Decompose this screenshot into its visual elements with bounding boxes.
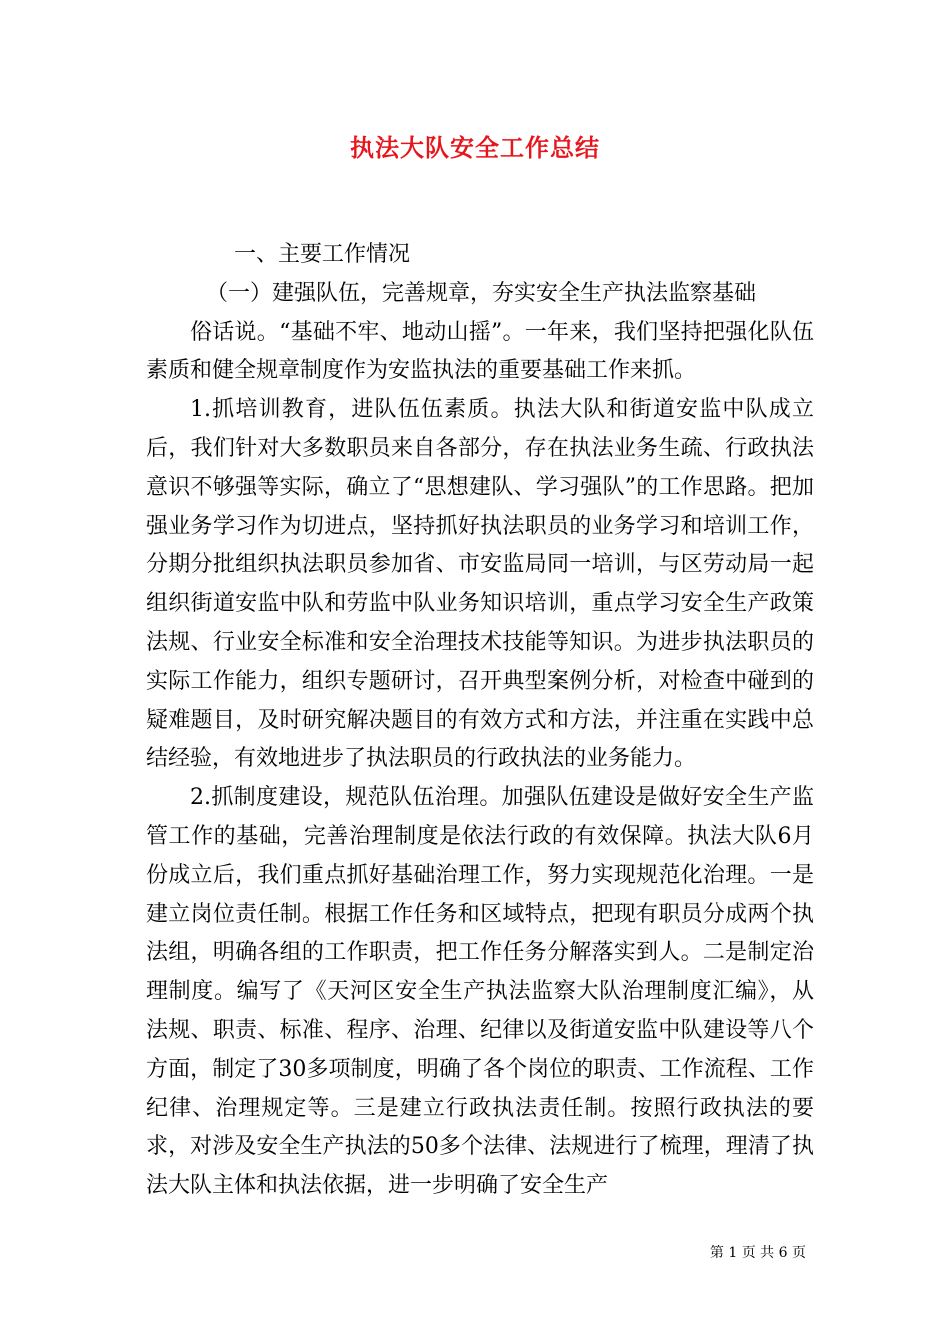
section-heading: 一、主要工作情况 [234, 242, 411, 267]
paragraph-system-building: 2.抓制度建设，规范队伍治理。加强队伍建设是做好安全生产监管工作的基础，完善治理制度是依法行政的有效保障。执法大队6月份成立后，我们重点抓好基础治理工作，努力实现规范化治理。一是建立岗位责任制。根据工作任务和区域特点，把现有职员分成两个执法组，明确各组的工作职责，把工作任务分解落实到人。二是制定治理制度。编写了《天河区安全生产执法监察大队治理制度汇编》，从法规、职责、标准、程序、治理、纪律以及街道安监中队建设等八个方面，制定了30多项制度，明确了各个岗位的职责、工作流程、工作纪律、治理规定等。三是建立行政执法责任制。按照行政执法的要求，对涉及安全生产执法的50多个法律、法规进行了梳理，理清了执法大队主体和执法依据，进一步明确了安全生产 [146, 785, 814, 1199]
subsection-heading: （一）建强队伍，完善规章，夯实安全生产执法监察基础 [206, 280, 757, 306]
page-number-footer: 第 1 页 共 6 页 [709, 1245, 806, 1261]
document-title: 执法大队安全工作总结 [350, 133, 600, 162]
document-body [146, 236, 814, 1206]
paragraph-intro: 俗话说。“基础不牢、地动山摇”。一年来，我们坚持把强化队伍素质和健全规章制度作为安监执法的重要基础工作来抓。 [146, 319, 814, 384]
paragraph-training: 1.抓培训教育，进队伍伍素质。执法大队和街道安监中队成立后，我们针对大多数职员来自各部分，存在执法业务生疏、行政执法意识不够强等实际，确立了“思想建队、学习强队”的工作思路。把加强业务学习作为切进点，坚持抓好执法职员的业务学习和培训工作，分期分批组织执法职员参加省、市安监局同一培训，与区劳动局一起组织街道安监中队和劳监中队业务知识培训，重点学习安全生产政策法规、行业安全标准和安全治理技术技能等知识。为进步执法职员的实际工作能力，组织专题研讨，召开典型案例分析，对检查中碰到的疑难题目，及时研究解决题目的有效方式和方法，并注重在实践中总结经验，有效地进步了执法职员的行政执法的业务能力。 [146, 397, 814, 772]
